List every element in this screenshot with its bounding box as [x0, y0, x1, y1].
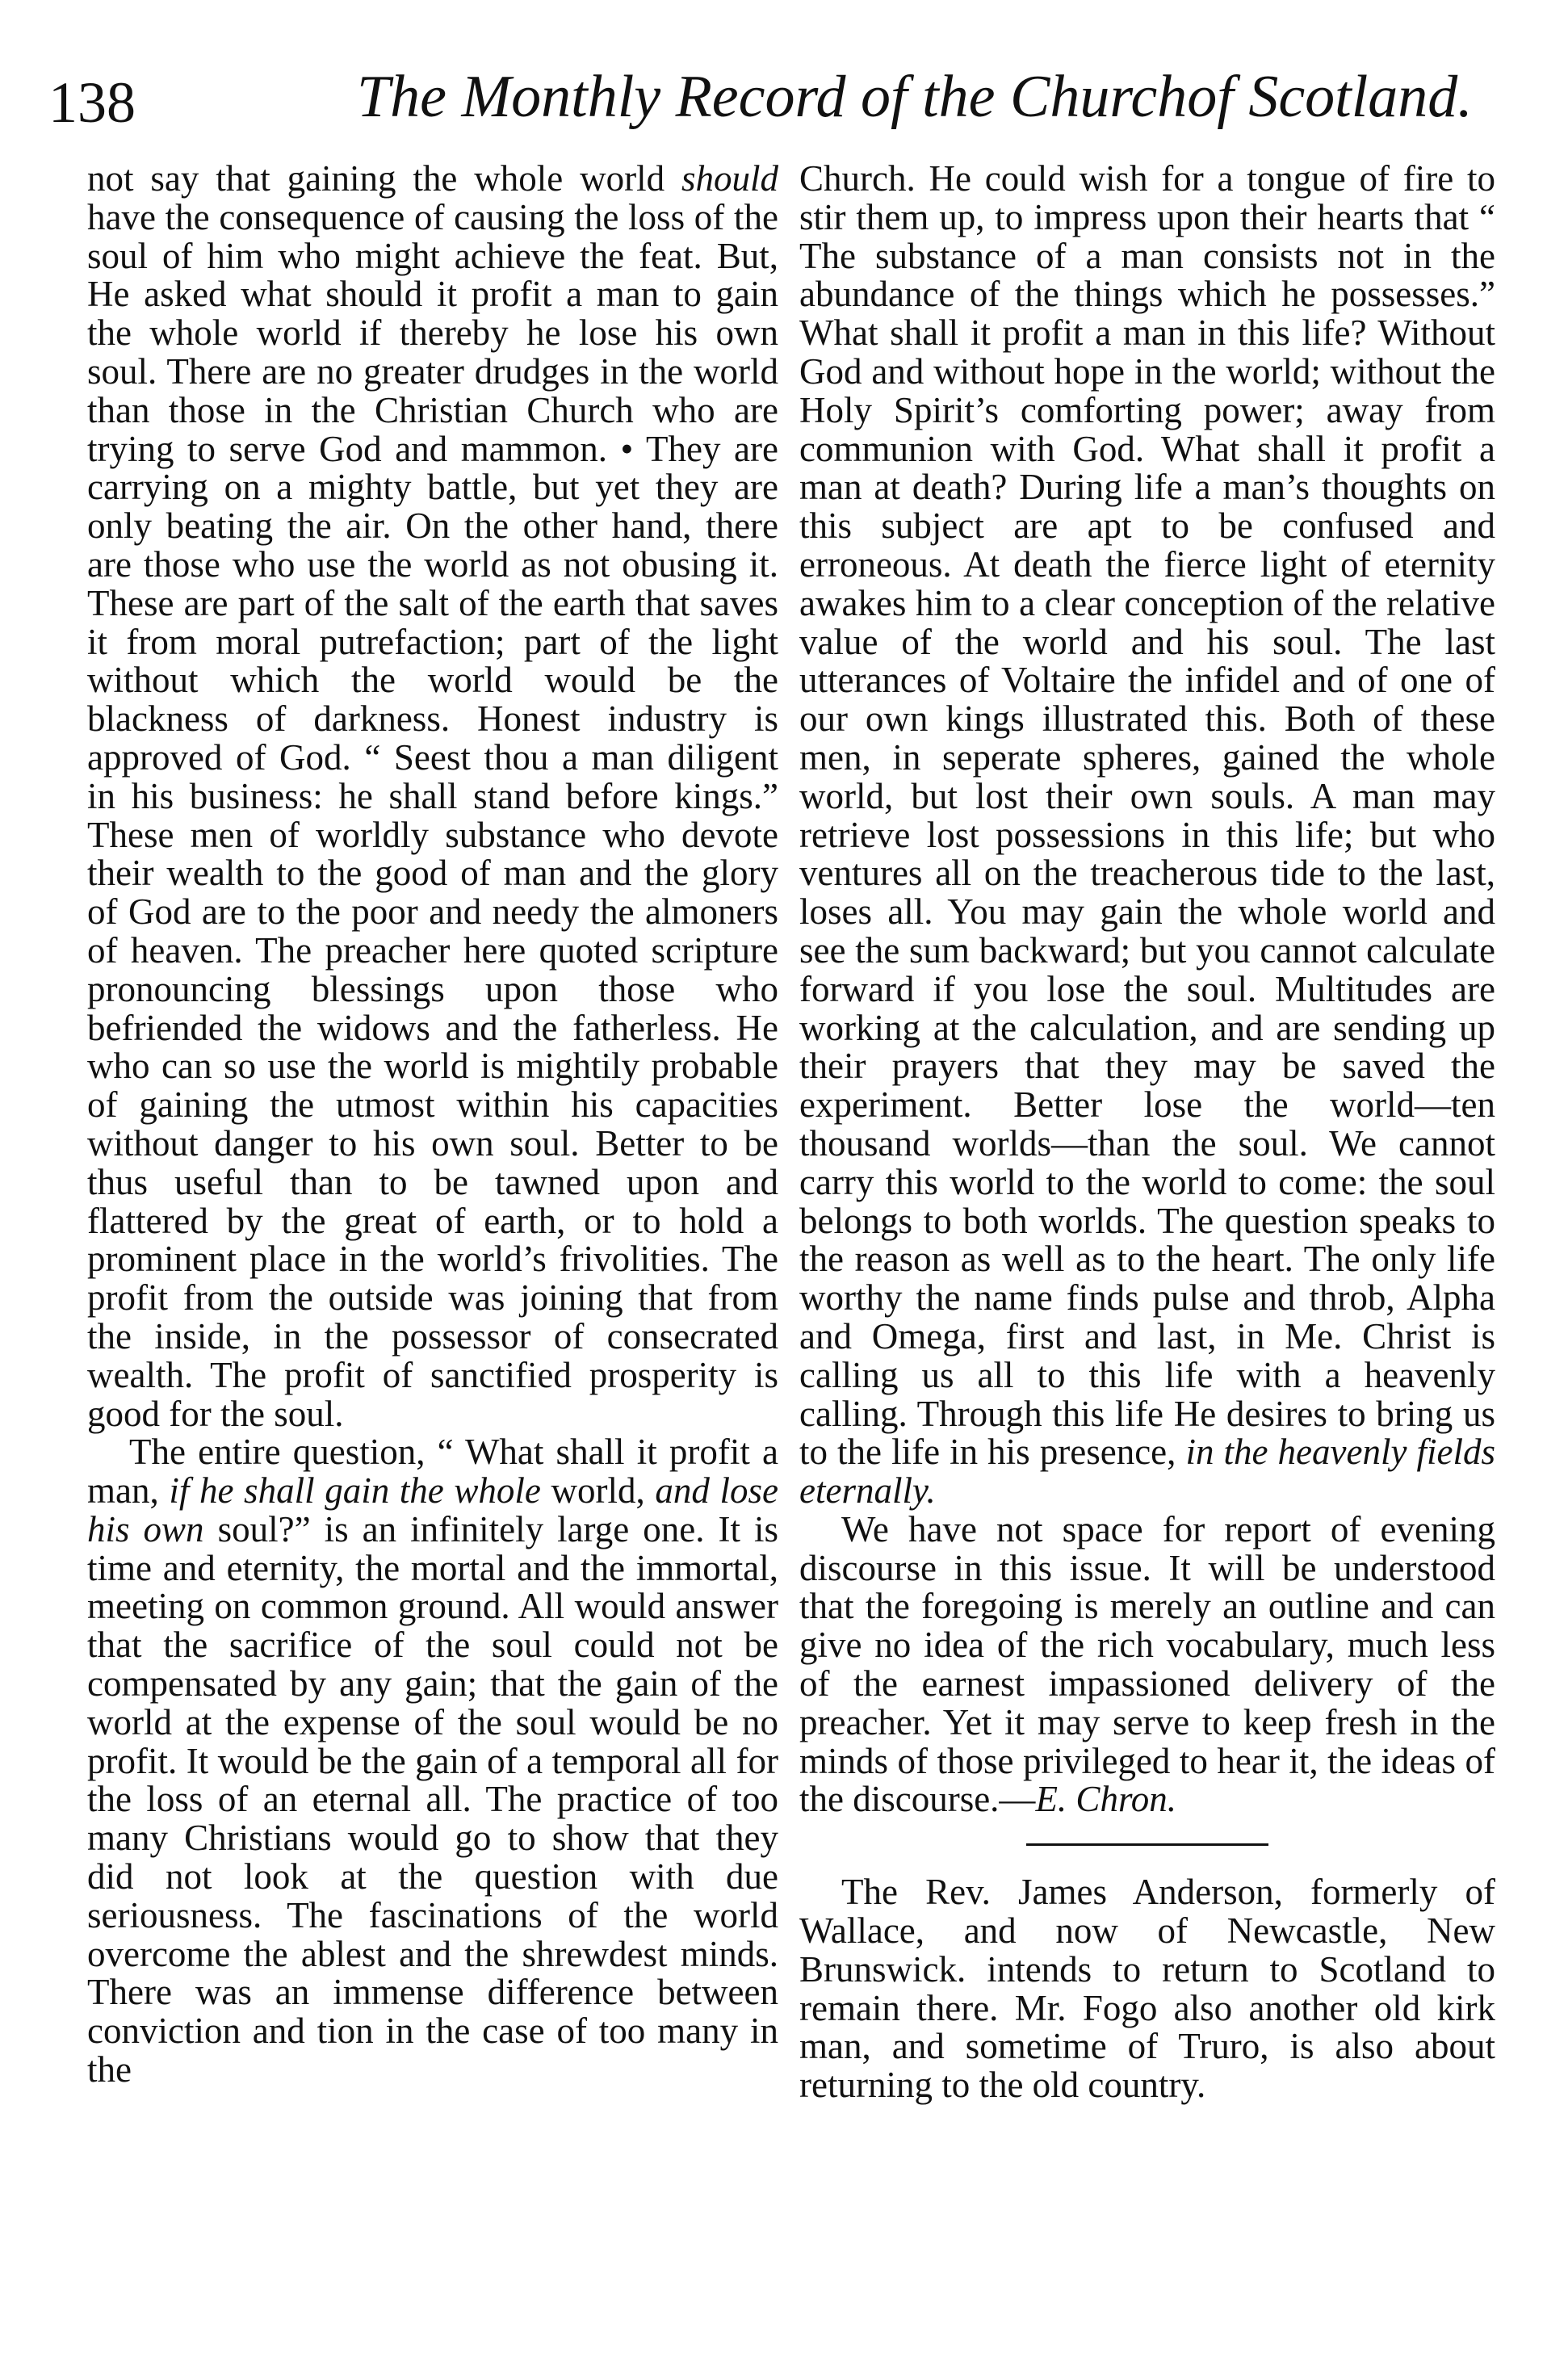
- news-note: The Rev. James Anderson, formerly of Wallace, and now of Newcastle, New Brunswick. intends to return to Scotland to remain there. Mr. Fogo also another old kirk man, and sometime of Truro, is also about returning to the old country.: [799, 1872, 1495, 2106]
- paragraph-3-text: Church. He could wish for a tongue of fire to stir them up, to impress upon their hearts that “ The substance of a man consists not in the abundance of the things which he possesses.” What shall it profit a man in this life? Without God and without hope in the world; without the Holy Spirit’s comforting power; away from communion with God. What shall it profit a man at death? During life a man’s thoughts on this subject are apt to be confused and erroneous. At death the fierce light of eternity awakes him to a clear conception of the relative value of the world and his soul. The last utterances of Voltaire the infidel and of one of our own kings illustrated this. Both of these men, in seperate spheres, gained the whole world, but lost their own souls. A man may retrieve lost possessions in this life; but who ventures all on the treacherous tide to the last, loses all. You may gain the whole world and see the sum backward; but you cannot calculate forward if you lose the soul. Multitudes are working at the calculation, and are sending up their prayers that they may be saved the experiment. Better lose the world—ten thousand worlds—than the soul. We cannot carry this world to the world to come: the soul belongs to both worlds. The question speaks to the reason as well as to the heart. The only life worthy the name finds pulse and throb, Alpha and Omega, first and last, in Me. Christ is calling us all to this life with a heavenly calling. Through this life He desires to bring us to the life in his presence,: [799, 158, 1495, 1473]
- right-column: [799, 160, 1495, 2105]
- paragraph-3-emphasis: in the heavenly fields eternally.: [799, 1432, 1495, 1512]
- page-number: 138: [48, 70, 136, 135]
- paragraph-2-emphasis-2: and lose his own: [87, 1470, 778, 1549]
- paragraph-2-text-b: world,: [540, 1470, 656, 1512]
- paragraph-2-text-a: The entire question, “ What shall it profit a man,: [87, 1432, 778, 1512]
- paragraph-1-text-a: not say that gaining the whole world: [87, 158, 681, 199]
- paragraph-3: [799, 160, 1495, 1511]
- source-signature: E. Chron.: [1035, 1779, 1177, 1820]
- paragraph-4-text: We have not space for report of evening discourse in this issue. It will be understood that the foregoing is merely an outline and can give no idea of the rich vocabulary, much less of the earnest impassioned delivery of the preacher. Yet it may serve to keep fresh in the minds of those privileged to hear it, the ideas of the discourse.—: [799, 1508, 1495, 1820]
- paragraph-2: [87, 1433, 778, 2090]
- page-header: [42, 63, 1526, 152]
- section-divider: [1026, 1843, 1268, 1846]
- paragraph-1: [87, 160, 778, 1433]
- paragraph-1-emphasis: should: [681, 158, 778, 199]
- running-title: The Monthly Record of the Churchof Scotland.: [357, 64, 1473, 130]
- paragraph-1-text-b: have the consequence of causing the loss of the soul of him who might achieve the feat. But, He asked what should it profit a man to gain the whole world if thereby he lose his own soul. There are no greater drudges in the world than those in the Christian Church who are trying to serve God and mammon. • They are carrying on a mighty battle, but yet they are only beating the air. On the other hand, there are those who use the world as not obusing it. These are part of the salt of the earth that saves it from moral putrefaction; part of the light without which the world would be the blackness of darkness. Honest industry is approved of God. “ Seest thou a man diligent in his business: he shall stand before kings.” These men of worldly substance who devote their wealth to the good of man and the glory of God are to the poor and needy the almoners of heaven. The preacher here quoted scripture pronouncing blessings upon those who befriended the widows and the fatherless. He who can so use the world is mightily probable of gaining the utmost within his capacities without danger to his own soul. Better to be thus useful than to be tawned upon and flattered by the great of earth, or to hold a prominent place in the world’s frivolities. The profit from the outside was joining that from the inside, in the possessor of consecrated wealth. The profit of sanctified prosperity is good for the soul.: [87, 196, 778, 1434]
- paragraph-4: [799, 1508, 1495, 1820]
- paragraph-2-text-c: soul?” is an infinitely large one. It is time and eternity, the mortal and the immortal, meeting on common ground. All would answer that the sacrifice of the soul could not be compensated by any gain; that the gain of the world at the expense of the soul would be no profit. It would be the gain of a temporal all for the loss of an eternal all. The practice of too many Christians would go to show that they did not look at the question with due seriousness. The fascinations of the world overcome the ablest and the shrewdest minds. There was an immense difference between conviction and tion in the case of too many in the: [87, 1508, 778, 2090]
- left-column: [87, 160, 778, 2090]
- paragraph-2-emphasis-1: if he shall gain the whole: [169, 1470, 541, 1512]
